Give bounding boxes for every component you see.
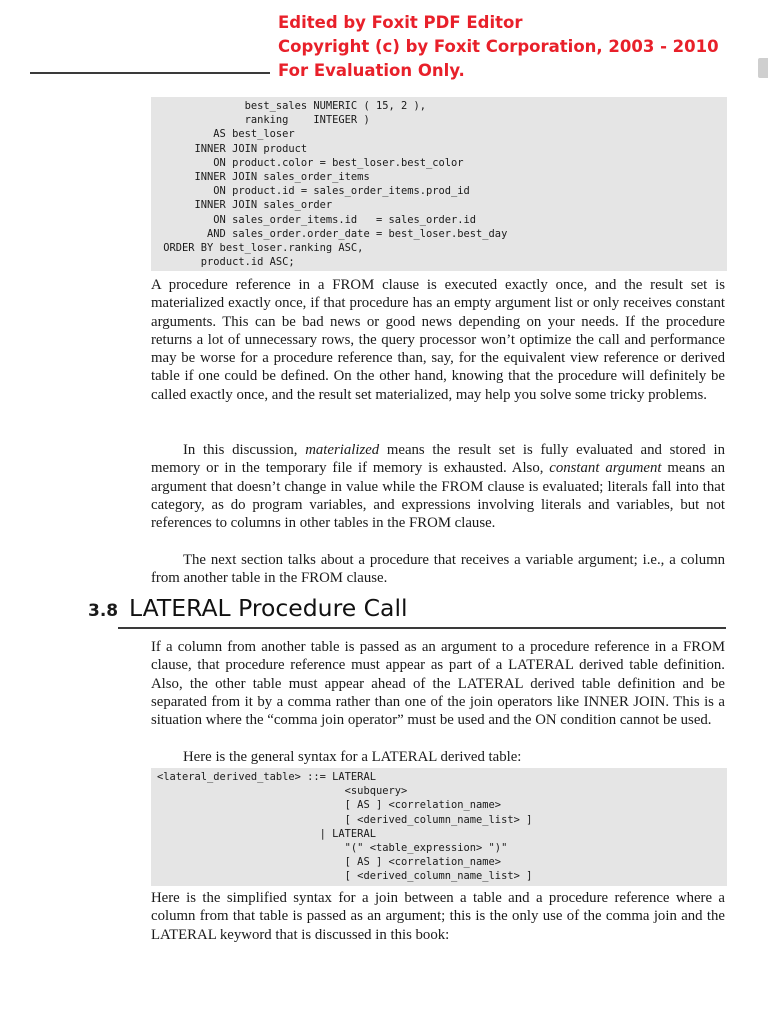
code-line: ON sales_order_items.id = sales_order.id <box>157 213 477 226</box>
section-title: LATERAL Procedure Call <box>129 594 408 622</box>
code-line: best_sales NUMERIC ( 15, 2 ), <box>157 100 426 112</box>
term-constant-argument: constant argument <box>549 460 662 477</box>
watermark-line-3: For Evaluation Only. <box>278 61 465 80</box>
code-line: [ <derived_column_name_list> ] <box>157 870 533 883</box>
code-block-sql-query <box>151 97 727 271</box>
code-line: <lateral_derived_table> ::= LATERAL <box>157 771 376 783</box>
code-line: product.id ASC; <box>157 256 295 269</box>
code-line: ranking INTEGER ) <box>157 114 370 127</box>
code-line: INNER JOIN sales_order <box>157 199 333 212</box>
code-line: ON product.color = best_loser.best_color <box>157 156 464 169</box>
paragraph-general-syntax: Here is the general syntax for a LATERAL derived table: <box>183 749 522 765</box>
scrollbar-handle[interactable] <box>758 58 768 78</box>
paragraph-text: means the result set is fully evaluated and stored in memory or in the temporary file if memory is exhausted. Also, <box>151 442 725 477</box>
term-materialized: materialized <box>305 442 380 458</box>
code-line: [ AS ] <correlation_name> <box>157 799 502 812</box>
code-line: <subquery> <box>157 785 408 798</box>
watermark-line-2: Copyright (c) by Foxit Corporation, 2003 - 2010 <box>278 37 719 56</box>
code-line: INNER JOIN product <box>157 142 308 155</box>
code-line: "(" <table_expression> ")" <box>157 842 508 855</box>
code-line: AND sales_order.order_date = best_loser.best_day <box>157 227 508 240</box>
paragraph-text: In this discussion, <box>183 442 306 458</box>
foxit-watermark <box>278 11 719 83</box>
section-number: 3.8 <box>88 601 119 621</box>
paragraph-lateral-intro: If a column from another table is passed as an argument to a procedure reference in a FROM clause, that procedure reference must appear as part of a LATERAL derived table definition. Also, the other table must appear ahead of the LATERAL derived table definition and be separated from it by a comma rather than one of the join operators like INNER JOIN. This is a situation where the “comma join operator” must be used and the ON condition cannot be used. <box>151 639 725 729</box>
code-line: | LATERAL <box>157 827 376 840</box>
code-line: [ <derived_column_name_list> ] <box>157 813 533 826</box>
code-line: ORDER BY best_loser.ranking ASC, <box>157 242 364 255</box>
paragraph-next-section: The next section talks about a procedure that receives a variable argument; i.e., a column from another table in the FROM clause. <box>151 552 725 587</box>
code-line: [ AS ] <correlation_name> <box>157 856 502 869</box>
code-line: ON product.id = sales_order_items.prod_id <box>157 185 470 198</box>
watermark-line-1: Edited by Foxit PDF Editor <box>278 13 523 32</box>
section-heading-rule <box>118 627 726 629</box>
paragraph-simplified-syntax: Here is the simplified syntax for a join between a table and a procedure reference where a column from that table is passed as an argument; this is the only use of the comma join and the LATERAL keyword that is discussed in this book: <box>151 890 725 943</box>
paragraph-text: means an argument that doesn’t change in value while the FROM clause is evaluated; literals fall into that category, as do program variables, and expressions involving literals and variables, but not references to columns in other tables in the FROM clause. <box>151 460 726 532</box>
code-line: INNER JOIN sales_order_items <box>157 171 370 184</box>
header-rule <box>30 72 270 74</box>
paragraph-materialized-definition <box>151 441 725 532</box>
code-line: AS best_loser <box>157 128 295 141</box>
code-block-lateral-syntax <box>151 768 727 886</box>
paragraph-procedure-reference: A procedure reference in a FROM clause is executed exactly once, and the result set is materialized exactly once, if that procedure has an empty argument list or only receives constant arguments. This can be bad news or good news depending on your needs. If the procedure returns a lot of unnecessary rows, the query processor won’t optimize the call and performance may be worse for a procedure reference than, say, for the equivalent view reference or derived table if one could be defined. On the other hand, knowing that the procedure will definitely be called exactly once, and the result set materialized, may help you solve some tricky problems. <box>151 277 725 403</box>
